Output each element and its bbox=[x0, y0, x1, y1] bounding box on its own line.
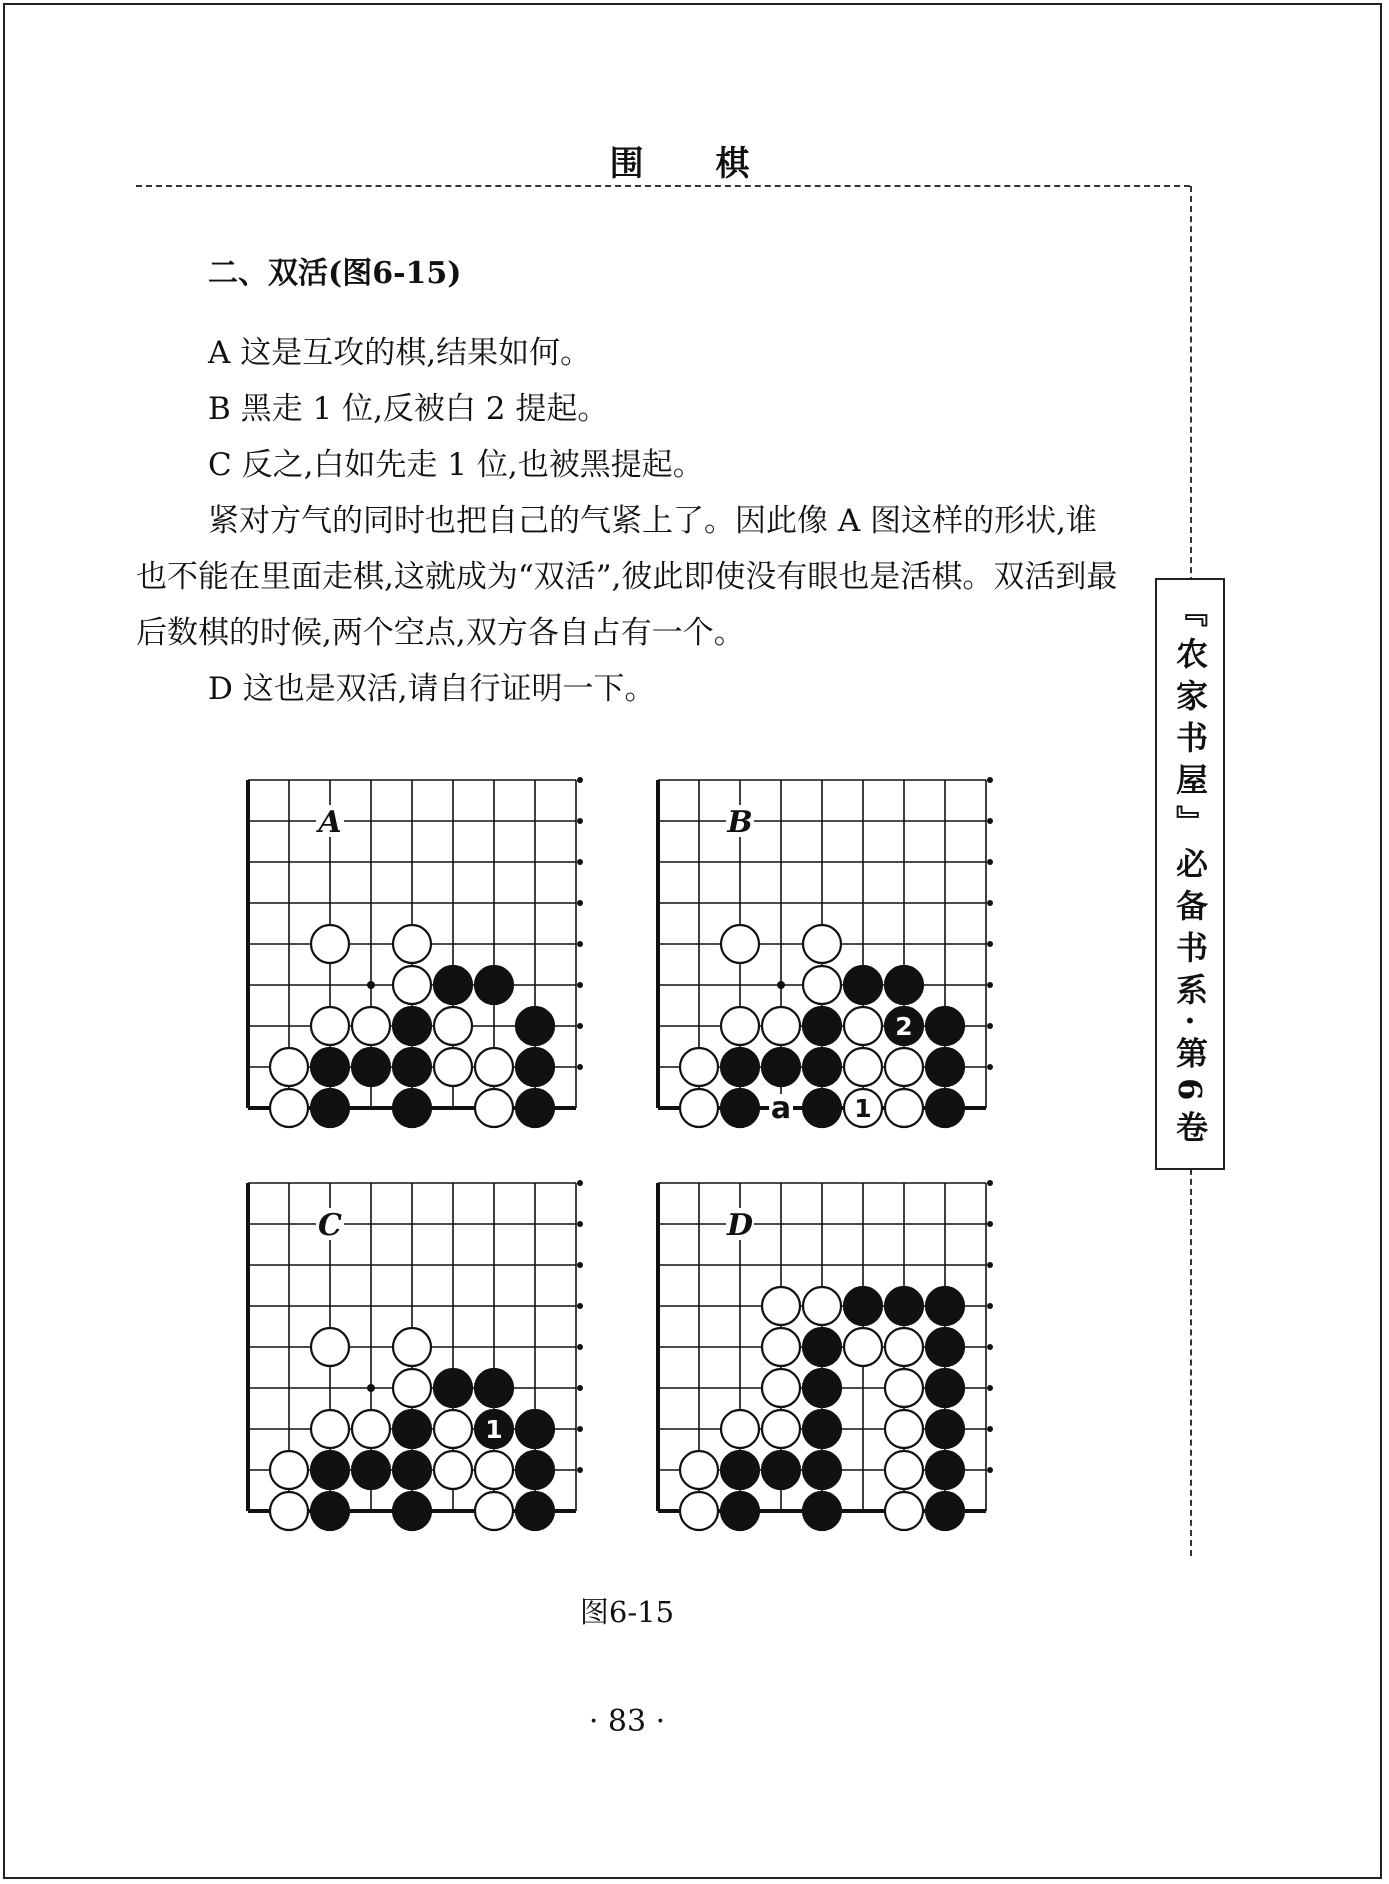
edge-mark bbox=[577, 1303, 583, 1309]
white-stone bbox=[885, 1451, 923, 1489]
white-stone bbox=[270, 1089, 308, 1127]
edge-mark bbox=[577, 777, 583, 783]
body-text bbox=[136, 325, 1126, 717]
black-stone bbox=[311, 1048, 349, 1086]
white-stone bbox=[270, 1451, 308, 1489]
black-stone bbox=[803, 1328, 841, 1366]
edge-mark bbox=[577, 1467, 583, 1473]
black-stone bbox=[311, 1089, 349, 1127]
black-stone bbox=[844, 1287, 882, 1325]
edge-mark bbox=[577, 1426, 583, 1432]
black-stone bbox=[393, 1410, 431, 1448]
white-stone bbox=[475, 1451, 513, 1489]
edge-mark bbox=[987, 1467, 993, 1473]
go-figure bbox=[230, 765, 1030, 1569]
edge-mark bbox=[987, 1385, 993, 1391]
edge-mark bbox=[987, 1221, 993, 1227]
go-diagram-b bbox=[658, 777, 993, 1127]
edge-mark bbox=[987, 1064, 993, 1070]
paragraph: C 反之,白如先走 1 位,也被黑提起。 bbox=[208, 447, 704, 483]
go-diagram-d bbox=[658, 1180, 993, 1530]
edge-mark bbox=[987, 1023, 993, 1029]
black-stone bbox=[844, 966, 882, 1004]
black-stone bbox=[393, 1007, 431, 1045]
white-stone bbox=[762, 1410, 800, 1448]
black-stone bbox=[516, 1410, 554, 1448]
white-stone bbox=[393, 925, 431, 963]
white-stone bbox=[434, 1451, 472, 1489]
edge-mark bbox=[987, 1180, 993, 1186]
black-stone bbox=[516, 1492, 554, 1530]
black-stone bbox=[803, 1048, 841, 1086]
star-point bbox=[367, 1384, 375, 1392]
star-point bbox=[777, 981, 785, 989]
edge-mark bbox=[577, 900, 583, 906]
black-stone bbox=[393, 1492, 431, 1530]
black-stone bbox=[803, 1007, 841, 1045]
black-stone bbox=[393, 1048, 431, 1086]
white-stone bbox=[885, 1089, 923, 1127]
diagram-label: C bbox=[318, 1208, 342, 1243]
white-stone bbox=[434, 1007, 472, 1045]
white-stone bbox=[885, 1048, 923, 1086]
series-box bbox=[1155, 578, 1225, 1170]
go-diagram-a bbox=[248, 777, 583, 1127]
edge-mark bbox=[577, 859, 583, 865]
black-stone bbox=[311, 1492, 349, 1530]
black-stone bbox=[475, 966, 513, 1004]
black-stone bbox=[721, 1048, 759, 1086]
white-stone bbox=[311, 1328, 349, 1366]
black-stone bbox=[926, 1410, 964, 1448]
black-stone bbox=[516, 1048, 554, 1086]
edge-mark bbox=[987, 818, 993, 824]
black-stone bbox=[926, 1369, 964, 1407]
black-stone bbox=[434, 966, 472, 1004]
edge-mark bbox=[987, 777, 993, 783]
paragraph: D 这也是双活,请自行证明一下。 bbox=[208, 671, 656, 707]
white-stone bbox=[762, 1287, 800, 1325]
edge-mark bbox=[987, 1344, 993, 1350]
white-stone bbox=[844, 1328, 882, 1366]
black-stone bbox=[926, 1328, 964, 1366]
white-stone bbox=[680, 1048, 718, 1086]
black-stone bbox=[926, 1451, 964, 1489]
black-stone bbox=[926, 1287, 964, 1325]
edge-mark bbox=[577, 1023, 583, 1029]
white-stone bbox=[270, 1492, 308, 1530]
black-stone bbox=[926, 1048, 964, 1086]
edge-mark bbox=[577, 982, 583, 988]
white-stone bbox=[680, 1089, 718, 1127]
white-stone bbox=[475, 1048, 513, 1086]
edge-mark bbox=[987, 900, 993, 906]
white-stone bbox=[434, 1048, 472, 1086]
section-title: 二、双活(图6-15) bbox=[208, 256, 462, 291]
white-stone bbox=[844, 1007, 882, 1045]
paragraph: 紧对方气的同时也把自己的气紧上了。因此像 A 图这样的形状,谁也不能在里面走棋,这就成为“双活”,彼此即使没有眼也是活棋。双活到最后数棋的时候,两个空点,双方各自占有一个。 bbox=[136, 503, 1118, 651]
white-stone bbox=[803, 925, 841, 963]
go-diagrams bbox=[230, 765, 1030, 1565]
black-stone bbox=[803, 1410, 841, 1448]
black-stone bbox=[434, 1369, 472, 1407]
black-stone bbox=[926, 1007, 964, 1045]
diagram-label: B bbox=[727, 805, 753, 840]
black-stone bbox=[393, 1089, 431, 1127]
black-stone bbox=[352, 1451, 390, 1489]
white-stone bbox=[721, 1007, 759, 1045]
move-number: 1 bbox=[485, 1415, 503, 1444]
move-number: 1 bbox=[854, 1094, 872, 1123]
black-stone bbox=[803, 1492, 841, 1530]
series-label: 『农家书屋』必备书系·第6卷 bbox=[1171, 595, 1209, 1153]
white-stone bbox=[393, 966, 431, 1004]
black-stone bbox=[762, 1451, 800, 1489]
edge-mark bbox=[987, 1303, 993, 1309]
edge-mark bbox=[577, 1262, 583, 1268]
white-stone bbox=[434, 1410, 472, 1448]
edge-mark bbox=[577, 1385, 583, 1391]
edge-mark bbox=[577, 1221, 583, 1227]
star-point bbox=[367, 981, 375, 989]
white-stone bbox=[885, 1328, 923, 1366]
white-stone bbox=[885, 1492, 923, 1530]
black-stone bbox=[393, 1451, 431, 1489]
go-diagram-c bbox=[248, 1180, 583, 1530]
figure-caption: 图6-15 bbox=[579, 1595, 675, 1629]
paragraph: A 这是互攻的棋,结果如何。 bbox=[208, 335, 592, 371]
edge-mark bbox=[577, 941, 583, 947]
edge-mark bbox=[577, 1180, 583, 1186]
point-mark: a bbox=[770, 1091, 792, 1126]
white-stone bbox=[311, 925, 349, 963]
white-stone bbox=[475, 1089, 513, 1127]
black-stone bbox=[721, 1089, 759, 1127]
edge-mark bbox=[577, 818, 583, 824]
white-stone bbox=[762, 1007, 800, 1045]
edge-mark bbox=[987, 1426, 993, 1432]
white-stone bbox=[803, 1287, 841, 1325]
white-stone bbox=[844, 1048, 882, 1086]
white-stone bbox=[680, 1492, 718, 1530]
white-stone bbox=[352, 1410, 390, 1448]
header-rule bbox=[136, 185, 1190, 187]
white-stone bbox=[721, 1410, 759, 1448]
edge-mark bbox=[577, 1064, 583, 1070]
edge-mark bbox=[987, 941, 993, 947]
white-stone bbox=[762, 1369, 800, 1407]
white-stone bbox=[393, 1328, 431, 1366]
black-stone bbox=[475, 1369, 513, 1407]
white-stone bbox=[270, 1048, 308, 1086]
white-stone bbox=[352, 1007, 390, 1045]
black-stone bbox=[516, 1007, 554, 1045]
paragraph: B 黑走 1 位,反被白 2 提起。 bbox=[208, 391, 609, 427]
white-stone bbox=[393, 1369, 431, 1407]
diagram-label: A bbox=[318, 805, 342, 840]
black-stone bbox=[311, 1451, 349, 1489]
black-stone bbox=[926, 1492, 964, 1530]
black-stone bbox=[803, 1369, 841, 1407]
white-stone bbox=[803, 966, 841, 1004]
black-stone bbox=[926, 1089, 964, 1127]
black-stone bbox=[803, 1089, 841, 1127]
black-stone bbox=[516, 1451, 554, 1489]
edge-mark bbox=[987, 859, 993, 865]
move-number: 2 bbox=[895, 1012, 913, 1041]
running-title: 围 棋 bbox=[609, 144, 780, 184]
page-number: · 83 · bbox=[588, 1704, 666, 1739]
white-stone bbox=[311, 1007, 349, 1045]
edge-mark bbox=[577, 1344, 583, 1350]
white-stone bbox=[680, 1451, 718, 1489]
black-stone bbox=[803, 1451, 841, 1489]
black-stone bbox=[721, 1492, 759, 1530]
white-stone bbox=[885, 1410, 923, 1448]
diagram-label: D bbox=[726, 1208, 754, 1243]
white-stone bbox=[311, 1410, 349, 1448]
black-stone bbox=[885, 1287, 923, 1325]
edge-mark bbox=[987, 1262, 993, 1268]
white-stone bbox=[762, 1328, 800, 1366]
white-stone bbox=[721, 925, 759, 963]
black-stone bbox=[516, 1089, 554, 1127]
black-stone bbox=[721, 1451, 759, 1489]
black-stone bbox=[762, 1048, 800, 1086]
black-stone bbox=[885, 966, 923, 1004]
white-stone bbox=[885, 1369, 923, 1407]
white-stone bbox=[475, 1492, 513, 1530]
edge-mark bbox=[987, 982, 993, 988]
black-stone bbox=[352, 1048, 390, 1086]
